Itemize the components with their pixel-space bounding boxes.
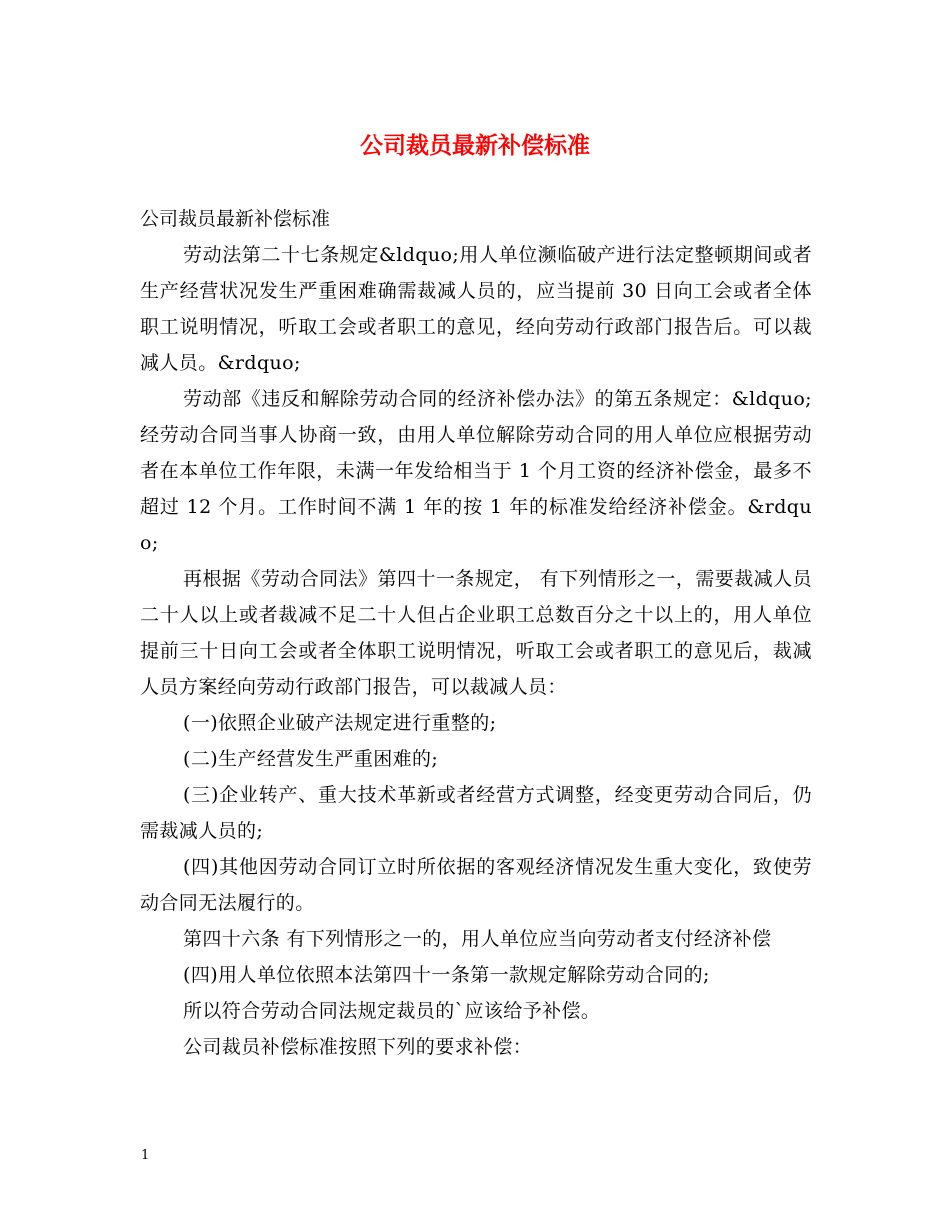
list-item-1: (一)依照企业破产法规定进行重整的;: [183, 712, 497, 734]
page-number: 1: [141, 1148, 150, 1163]
paragraph-labor-law-article-27: 劳动法第二十七条规定&ldquo;用人单位濒临破产进行法定整顿期间或者生产经营状况发生严重困难确需裁减人员的，应当提前 30 日向工会或者全体职工说明情况，听取工会或者职工的意见，经向劳动行政部门报告后。可以裁减人员。&rdquo;: [140, 244, 812, 374]
list-item-2: (二)生产经营发生严重困难的;: [183, 748, 439, 770]
list-item-4: (四)其他因劳动合同订立时所依据的客观经济情况发生重大变化，致使劳动合同无法履行的。: [140, 856, 812, 914]
document-title: 公司裁员最新补偿标准: [360, 132, 590, 159]
paragraph-article-46-item-4: (四)用人单位依照本法第四十一条第一款规定解除劳动合同的;: [183, 964, 710, 986]
paragraph-standard-intro: 公司裁员补偿标准按照下列的要求补偿：: [183, 1036, 533, 1058]
document-subtitle: 公司裁员最新补偿标准: [140, 208, 331, 230]
paragraph-compensation-measures: 劳动部《违反和解除劳动合同的经济补偿办法》的第五条规定：&ldquo;经劳动合同当事人协商一致，由用人单位解除劳动合同的用人单位应根据劳动者在本单位工作年限，未满一年发给相当于 1 个月工资的经济补偿金，最多不超过 12 个月。工作时间不满 1 年的按 1 年的标准发给经济补偿金。&rdquo;: [140, 388, 812, 554]
paragraph-contract-law-article-41: 再根据《劳动合同法》第四十一条规定， 有下列情形之一，需要裁减人员二十人以上或者裁减不足二十人但占企业职工总数百分之十以上的，用人单位提前三十日向工会或者全体职工说明情况，听取工会或者职工的意见后，裁减人员方案经向劳动行政部门报告，可以裁减人员：: [140, 568, 812, 698]
document-body: [140, 237, 812, 1065]
list-item-3: (三)企业转产、重大技术革新或者经营方式调整，经变更劳动合同后，仍需裁减人员的;: [140, 784, 812, 842]
paragraph-conclusion: 所以符合劳动合同法规定裁员的`应该给予补偿。: [183, 1000, 601, 1022]
paragraph-article-46: 第四十六条 有下列情形之一的，用人单位应当向劳动者支付经济补偿: [183, 928, 772, 950]
